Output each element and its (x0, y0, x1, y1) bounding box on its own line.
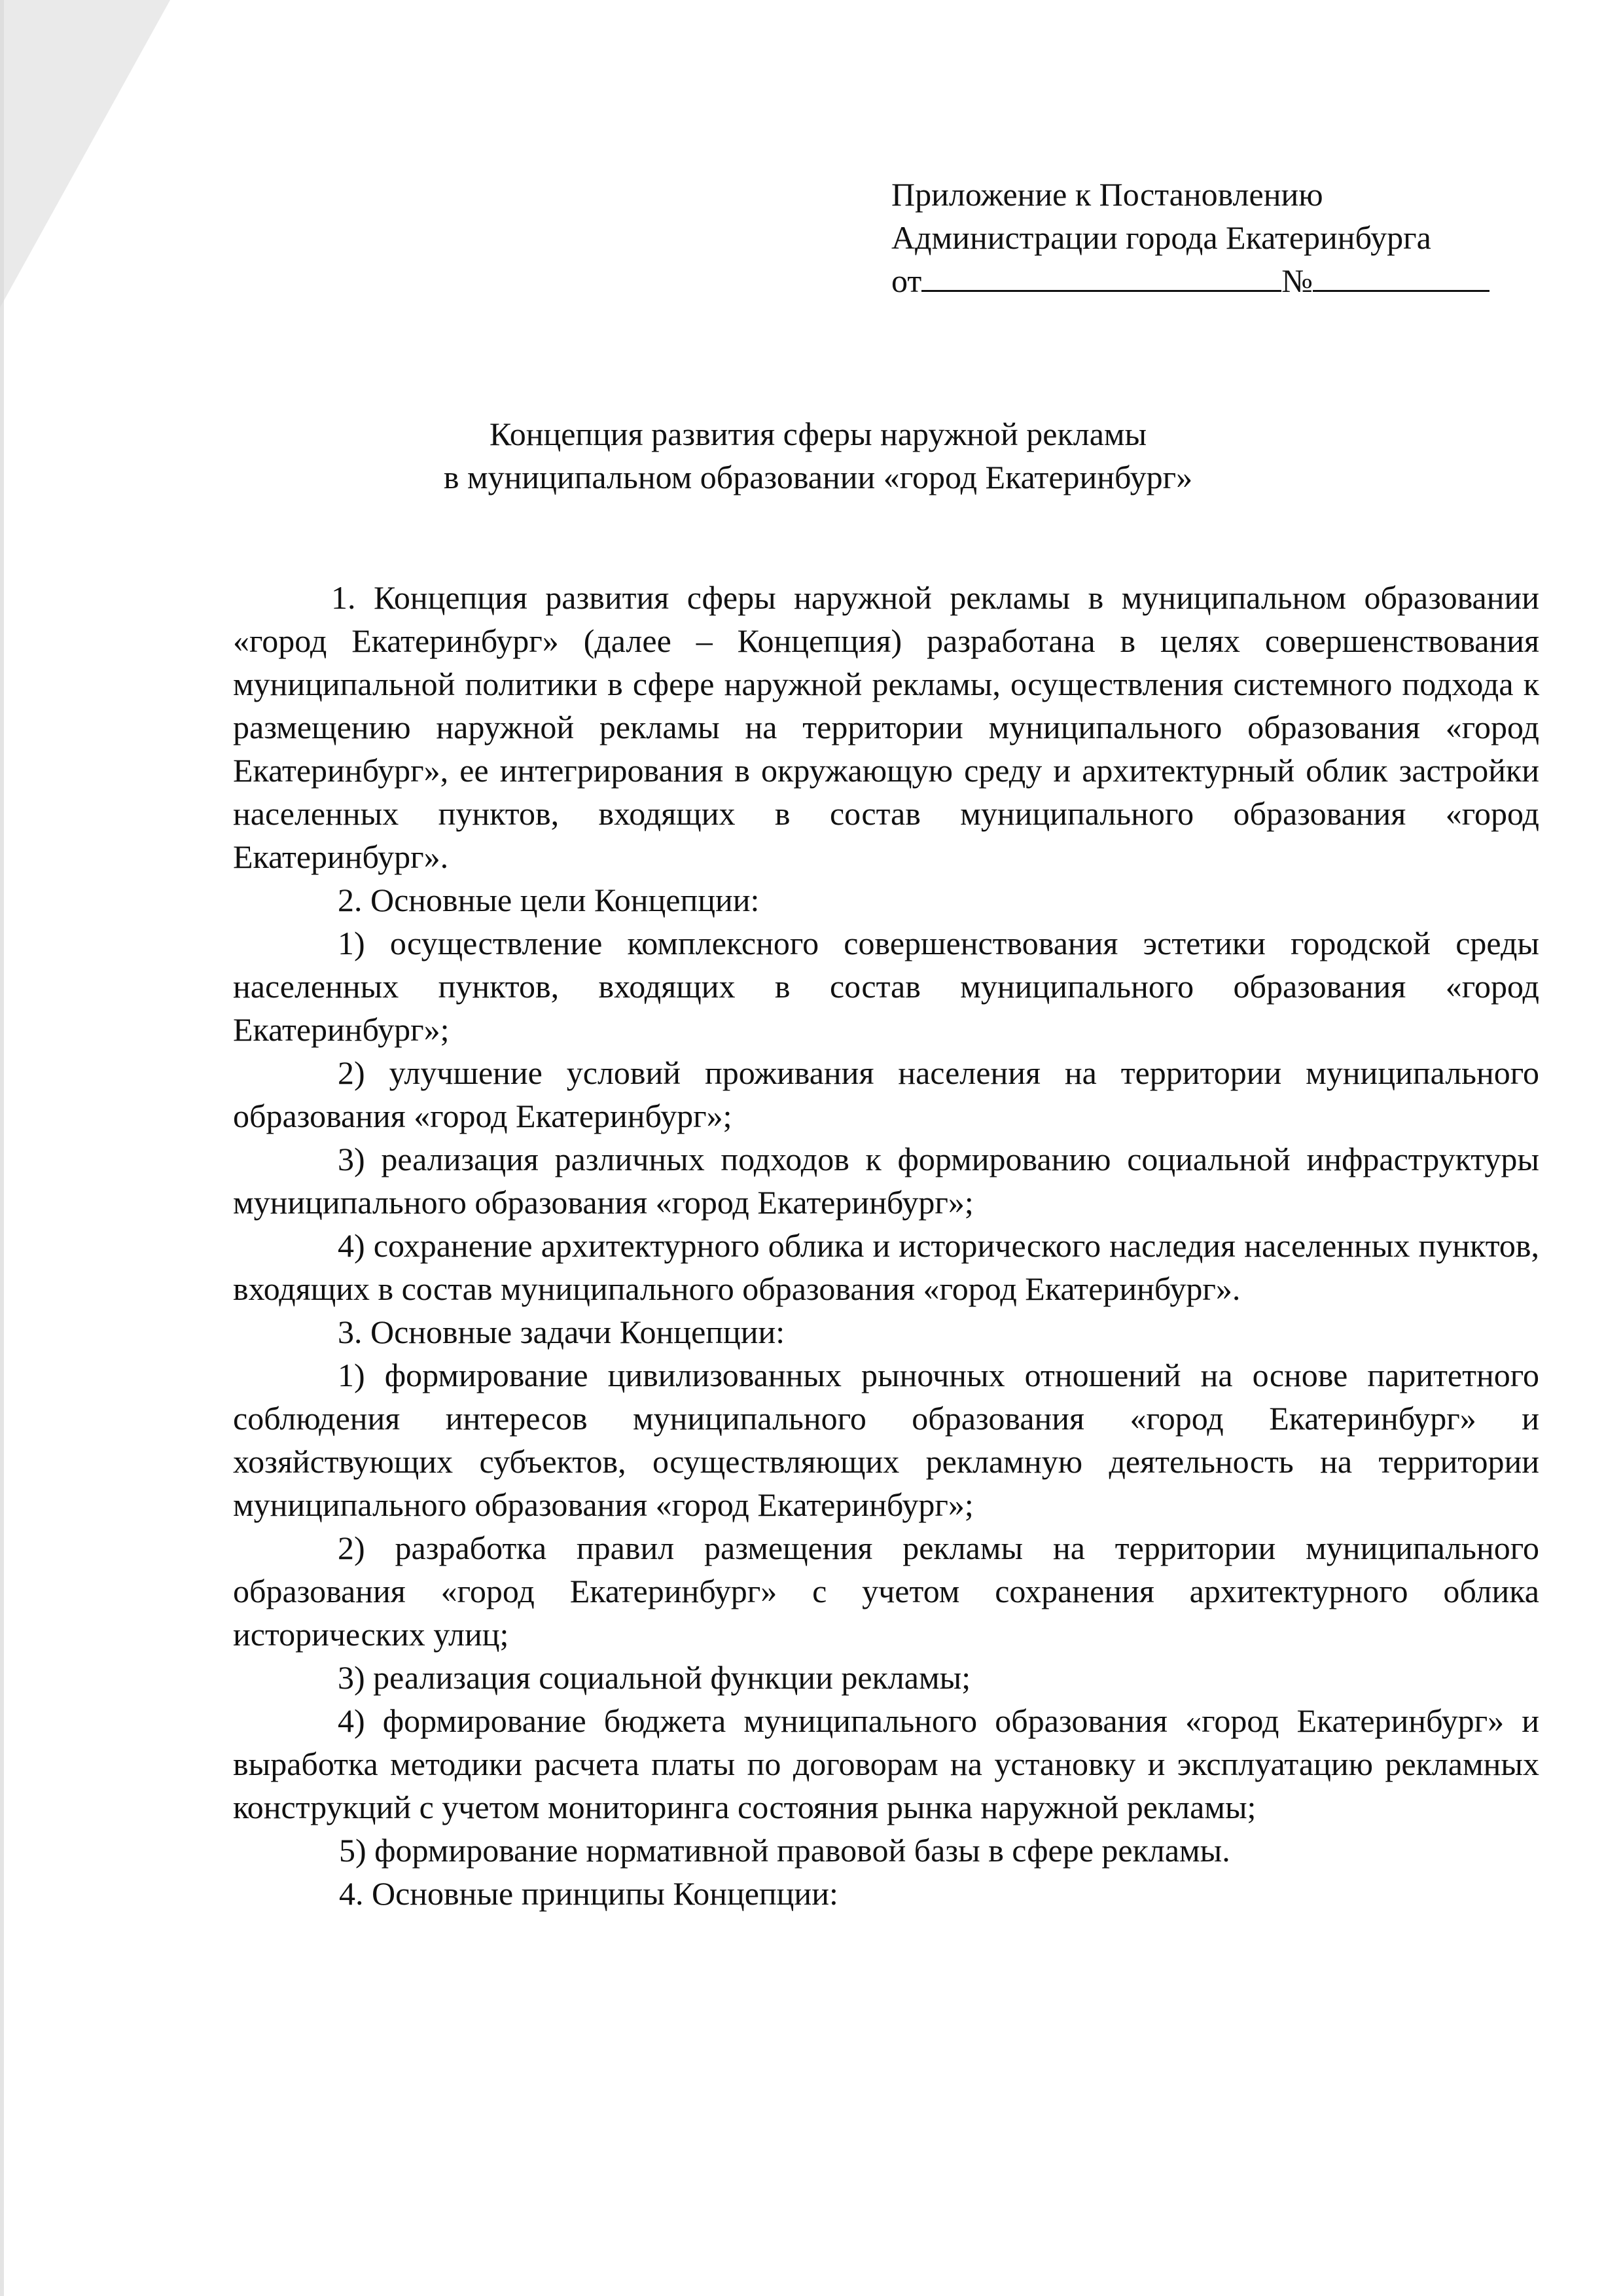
goal-item-3: 3) реализация различных подходов к формированию социальной инфраструктуры муниципального образования «город Екатеринбург»; (233, 1141, 1539, 1221)
paragraph-1: 1. Концепция развития сферы наружной рекламы в муниципальном образовании «город Екатеринбург» (далее – Концепция) разработана в целях совершенствования муниципальной политики в сфере наружной рекламы, осуществления системного подхода к размещению наружной рекламы на территории муниципального образования «город Екатеринбург», ее интегрирования в окружающую среду и архитектурный облик застройки населенных пунктов, входящих в состав муниципального образования «город Екатеринбург». (233, 579, 1539, 875)
paragraph-goals-heading: 2. Основные цели Концепции: (338, 882, 760, 918)
paragraph-tasks-heading: 3. Основные задачи Концепции: (338, 1314, 785, 1350)
goal-item-4: 4) сохранение архитектурного облика и исторического наследия населенных пунктов, входящих в состав муниципального образования «город Екатеринбург». (233, 1227, 1539, 1307)
title-line-2: в муниципальном образовании «город Екатеринбург» (443, 459, 1193, 495)
goal-item-2: 2) улучшение условий проживания населения на территории муниципального образования «город Екатеринбург»; (233, 1054, 1539, 1134)
paragraph-principles-heading: 4. Основные принципы Концепции: (339, 1875, 838, 1912)
task-item-1: 1) формирование цивилизованных рыночных отношений на основе паритетного соблюдения интересов муниципального образования «город Екатеринбург» и хозяйствующих субъектов, осуществляющих рекламную деятельность на территории муниципального образования «город Екатеринбург»; (233, 1357, 1539, 1523)
document-body (233, 576, 1539, 1915)
appendix-header (891, 173, 1546, 302)
task-item-5: 5) формирование нормативной правовой базы в сфере рекламы. (339, 1832, 1230, 1869)
title-line-1: Концепция развития сферы наружной рекламы (489, 416, 1147, 452)
appendix-date-number-line (891, 259, 1546, 302)
appendix-line-2: Администрации города Екатеринбурга (891, 219, 1431, 256)
scan-edge-shadow (0, 0, 4, 2296)
task-item-4: 4) формирование бюджета муниципального образования «город Екатеринбург» и выработка методики расчета платы по договорам на установку и эксплуатацию рекламных конструкций с учетом мониторинга состояния рынка наружной рекламы; (233, 1702, 1539, 1825)
number-blank-field (1313, 260, 1489, 292)
appendix-line-1: Приложение к Постановлению (891, 176, 1323, 213)
scan-corner-shadow (0, 0, 170, 308)
task-item-3: 3) реализация социальной функции рекламы; (338, 1659, 971, 1696)
number-prefix: № (1281, 262, 1313, 299)
goal-item-1: 1) осуществление комплексного совершенствования эстетики городской среды населенных пунктов, входящих в состав муниципального образования «город Екатеринбург»; (233, 925, 1539, 1048)
date-prefix: от (891, 262, 922, 299)
document-title (229, 412, 1407, 499)
date-blank-field (921, 260, 1281, 292)
task-item-2: 2) разработка правил размещения рекламы на территории муниципального образования «город Екатеринбург» с учетом сохранения архитектурного облика исторических улиц; (233, 1530, 1539, 1653)
